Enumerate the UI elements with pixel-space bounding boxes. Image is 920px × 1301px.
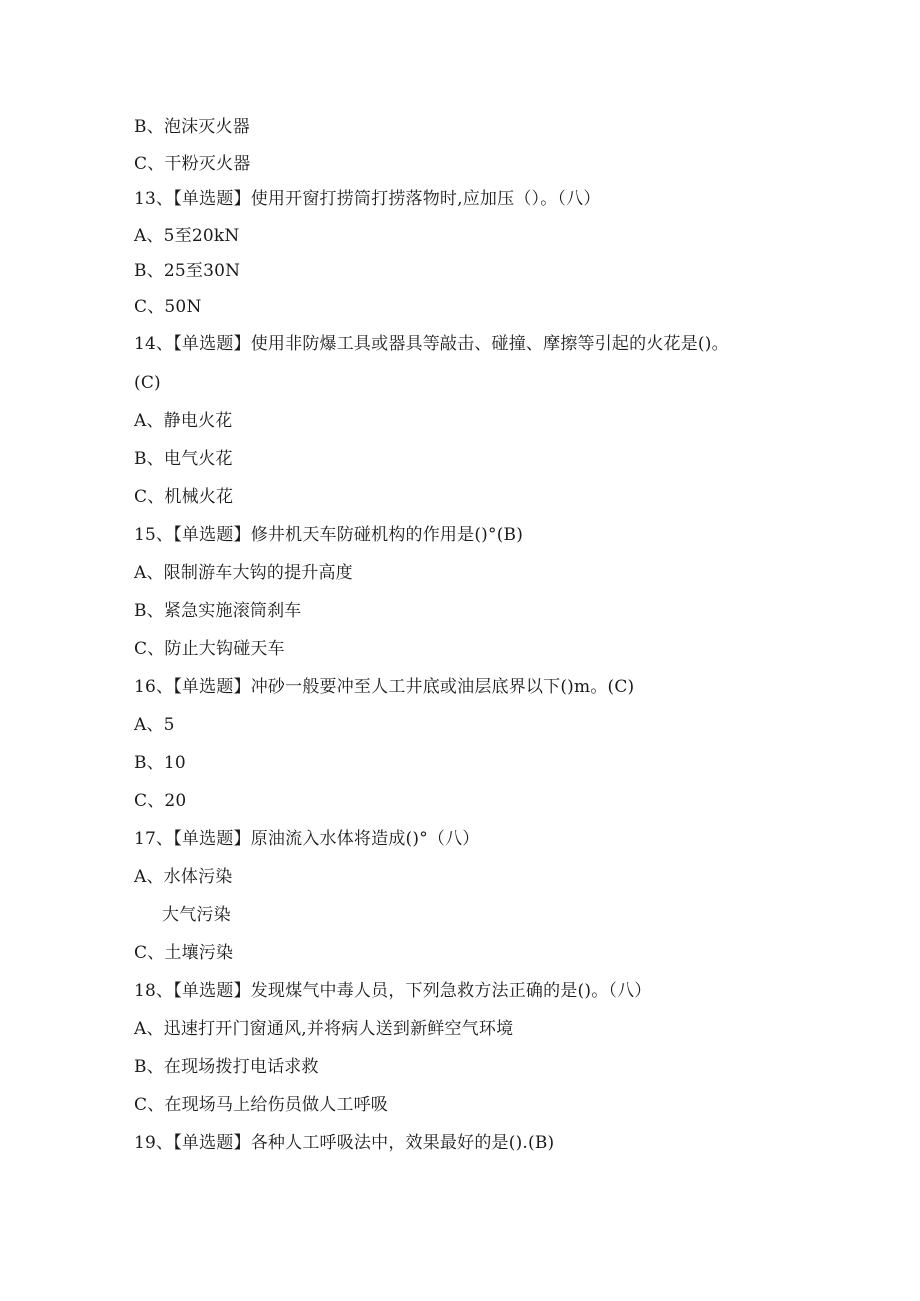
- question-line: 14、【单选题】使用非防爆工具或器具等敲击、碰撞、摩擦等引起的火花是()。: [134, 334, 729, 354]
- option-line: B、10: [134, 753, 186, 773]
- question-line: 15、【单选题】修井机天车防碰机构的作用是()°(B): [134, 525, 524, 545]
- option-line: C、在现场马上给伤员做人工呼吸: [134, 1095, 389, 1115]
- answer-line: (C): [134, 373, 161, 393]
- option-line: A、水体污染: [134, 867, 233, 887]
- option-line: A、迅速打开门窗通风,并将病人送到新鲜空气环境: [134, 1019, 514, 1039]
- option-line: A、5至20kN: [134, 226, 240, 246]
- option-line: C、土壤污染: [134, 943, 234, 963]
- option-line: B、紧急实施滚筒刹车: [134, 601, 302, 621]
- option-line: C、20: [134, 791, 187, 811]
- option-line: B、电气火花: [134, 449, 233, 469]
- option-line: A、静电火花: [134, 411, 233, 431]
- question-line: 19、【单选题】各种人工呼吸法中，效果最好的是().(B): [134, 1133, 555, 1153]
- question-line: 17、【单选题】原油流入水体将造成()°（八）: [134, 829, 480, 849]
- option-line: B、泡沫灭火器: [134, 117, 250, 137]
- option-line: 大气污染: [162, 905, 231, 925]
- option-line: B、25至30N: [134, 261, 241, 281]
- option-line: A、5: [134, 715, 175, 735]
- option-line: C、防止大钩碰天车: [134, 639, 285, 659]
- option-line: C、50N: [134, 297, 202, 317]
- question-line: 13、【单选题】使用开窗打捞筒打捞落物时,应加压（）。（八）: [134, 189, 601, 209]
- question-line: 16、【单选题】冲砂一般要冲至人工井底或油层底界以下()m。(C): [134, 677, 635, 697]
- question-line: 18、【单选题】发现煤气中毒人员，下列急救方法正确的是()。（八）: [134, 981, 652, 1001]
- option-line: B、在现场拨打电话求救: [134, 1057, 319, 1077]
- option-line: A、限制游车大钩的提升高度: [134, 563, 353, 583]
- option-line: C、干粉灭火器: [134, 154, 251, 174]
- option-line: C、机械火花: [134, 487, 234, 507]
